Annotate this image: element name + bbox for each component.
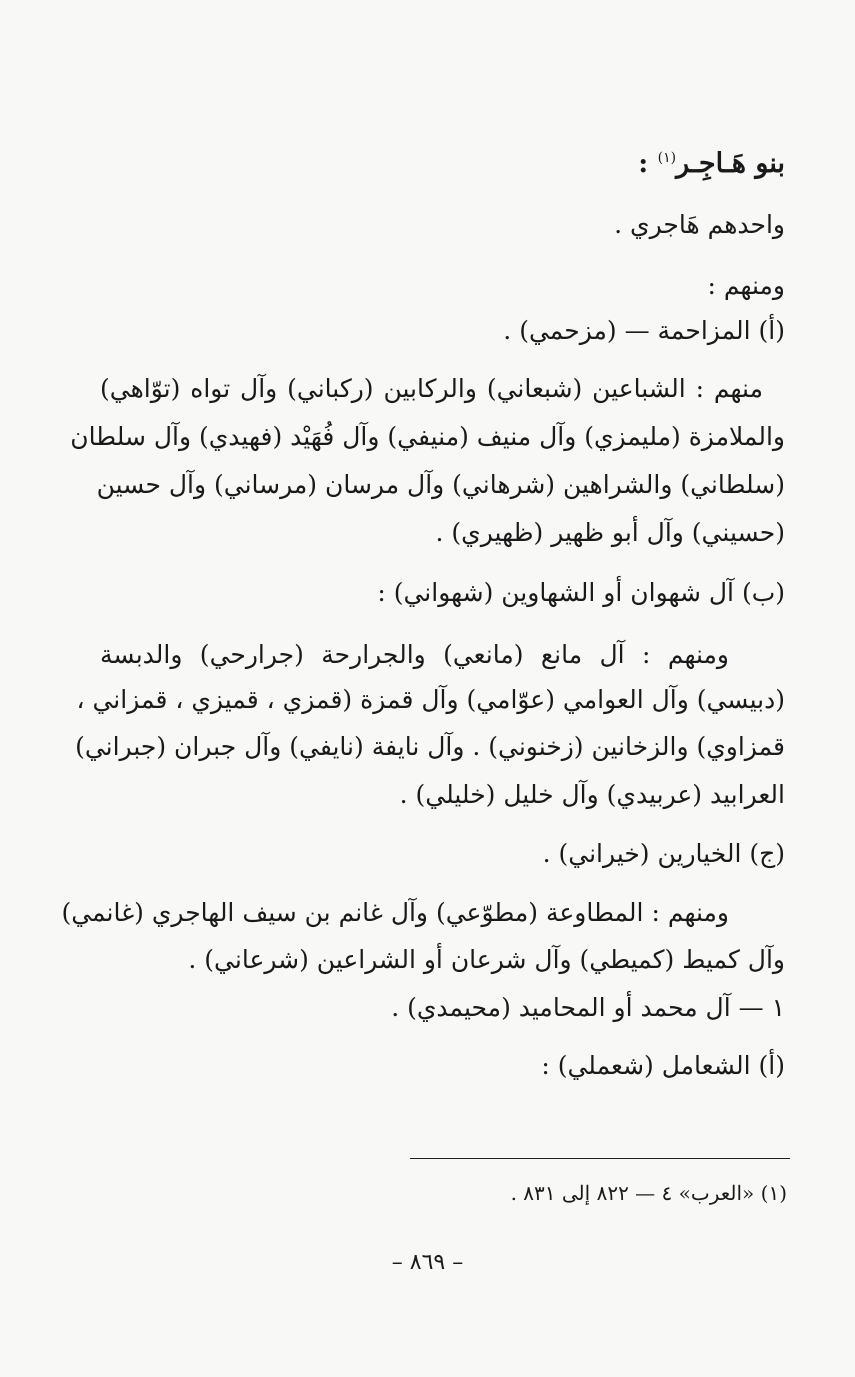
paragraph-line: قمزاوي) والزخانين (زخنوني) . وآل نايفة (نايفي) وآل جبران (جبراني) [75,732,785,761]
page-number: – ٨٦٩ – [391,1250,464,1275]
section-heading [638,150,785,177]
paragraph-line: منهم : الشباعين (شبعاني) والركابين (ركباني) وآل تواه (توّاهي) [100,374,763,403]
subsection-heading: (ب) آل شهوان أو الشهاوين (شهواني) : [377,578,785,607]
paragraph-line: العرابيد (عربيدي) وآل خليل (خليلي) . [399,780,785,809]
paragraph-line: (دبيسي) وآل العوامي (عوّامي) وآل قمزة (قمزي ، قميزي ، قمزاني ، [76,685,785,714]
footnote-divider [410,1158,790,1159]
paragraph-line: والملامزة (مليمزي) وآل منيف (منيفي) وآل فُهَيْد (فهيدي) وآل سلطان [70,422,785,451]
heading-text: بنو هَـاجِـر [676,148,785,179]
heading-colon: : [638,148,658,179]
paragraph-line: وآل كميط (كميطي) وآل شرعان أو الشراعين (شرعاني) . [188,945,785,974]
paragraph-line: ومنهم : المطاوعة (مطوّعي) وآل غانم بن سيف الهاجري (غانمي) [61,898,729,927]
footnote-ref: (١) [657,150,677,166]
subsection-heading: (أ) الشعامل (شعملي) : [541,1051,785,1080]
paragraph-line: (سلطاني) والشراهين (شرهاني) وآل مرسان (مرساني) وآل حسين [96,470,785,499]
footnote: (١) «العرب» ٤ — ٨٢٢ إلى ٨٣١ . [510,1181,787,1205]
numbered-line: ١ — آل محمد أو المحاميد (محيمدي) . [391,993,785,1022]
subsection-heading: (أ) المزاحمة — (مزحمي) . [503,316,785,345]
text-line: ومنهم : [707,271,785,300]
subsection-heading: (ج) الخيارين (خيراني) . [542,839,785,868]
text-line: واحدهم هَاجري . [614,210,785,239]
paragraph-line: ومنهم : آل مانع (مانعي) والجرارحة (جرارحي) والدبسة [100,640,729,669]
paragraph-line: (حسيني) وآل أبو ظهير (ظهيري) . [435,518,785,547]
